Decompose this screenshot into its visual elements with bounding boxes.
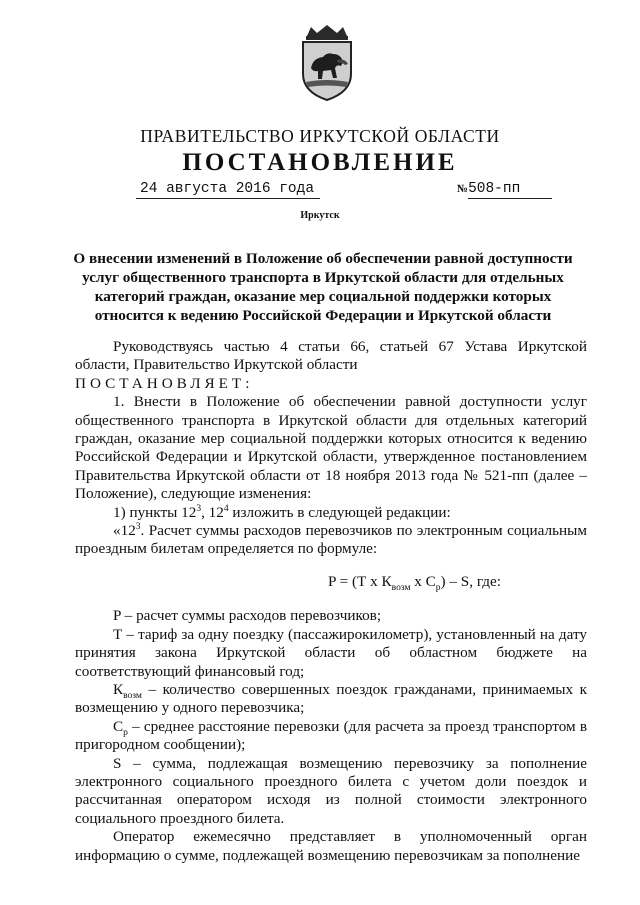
number-value: 508-пп — [468, 181, 552, 199]
item-1: 1. Внести в Положение об обеспечении равной доступности услуг общественного транспорта в Иркутской области для отдельных категорий граждан, оказание мер социальной поддержки которых относится к ведению Российской Федерации и Иркутской области, утвержденное постановлением Правительства Иркутской области от 18 ноября 2013 года № 521-пп (далее – Положение), следующие изменения: — [75, 393, 587, 503]
government-name: ПРАВИТЕЛЬСТВО ИРКУТСКОЙ ОБЛАСТИ — [140, 126, 500, 146]
operator-paragraph: Оператор ежемесячно представляет в уполномоченный орган информацию о сумме, подлежащей возмещению перевозчикам за пополнение — [75, 828, 587, 864]
preamble: Руководствуясь частью 4 статьи 66, статьей 67 Устава Иркутской области, Правительство Иркутской области — [75, 338, 587, 374]
document-type: ПОСТАНОВЛЕНИЕ — [182, 149, 458, 176]
item-1-1: 1) пункты $12^3$, $12^4$ изложить в следующей редакции: — [113, 503, 451, 521]
paragraph-12-3: «$12^3$. Расчет суммы расходов перевозчиков по электронным социальным проездным билетам определяется по формуле: — [75, 522, 587, 558]
definition-t: Т – тариф за одну поездку (пассажирокилометр), установленный на дату принятия закона Иркутской области об областном бюджете на соответствующий финансовый год; — [75, 625, 587, 680]
coat-of-arms-icon — [297, 24, 357, 102]
formula: P = (Т х $К_{возм}$ х $С_р$) – S, где: — [327, 572, 501, 593]
number-sign: № — [457, 183, 469, 195]
document-body — [75, 338, 587, 865]
resolves-heading: ПОСТАНОВЛЯЕТ: — [75, 374, 254, 392]
city: Иркутск — [300, 210, 340, 221]
definition-p: P – расчет суммы расходов перевозчиков; — [113, 607, 382, 625]
definition-c: $С_р$ – среднее расстояние перевозки (для расчета за проезд транспортом в пригородном сообщении); — [75, 717, 587, 754]
document-date: 24 августа 2016 года — [136, 181, 320, 199]
document-title: О внесении изменений в Положение об обеспечении равной доступности услуг общественного транспорта в Иркутской области для отдельных категорий граждан, оказание мер социальной поддержки которых относится к ведению Российской Федерации и Иркутской области — [73, 250, 573, 324]
document-number — [457, 181, 552, 199]
definition-k: $К_{возм}$ – количество совершенных поездок гражданами, принимаемых к возмещению у одного перевозчика; — [75, 680, 587, 717]
definition-s: S – сумма, подлежащая возмещению перевозчику за пополнение электронного социального проездного билета с учетом доли поездок и рассчитанная оператором исходя из полной стоимости электронного социального проездного билета. — [75, 754, 587, 827]
